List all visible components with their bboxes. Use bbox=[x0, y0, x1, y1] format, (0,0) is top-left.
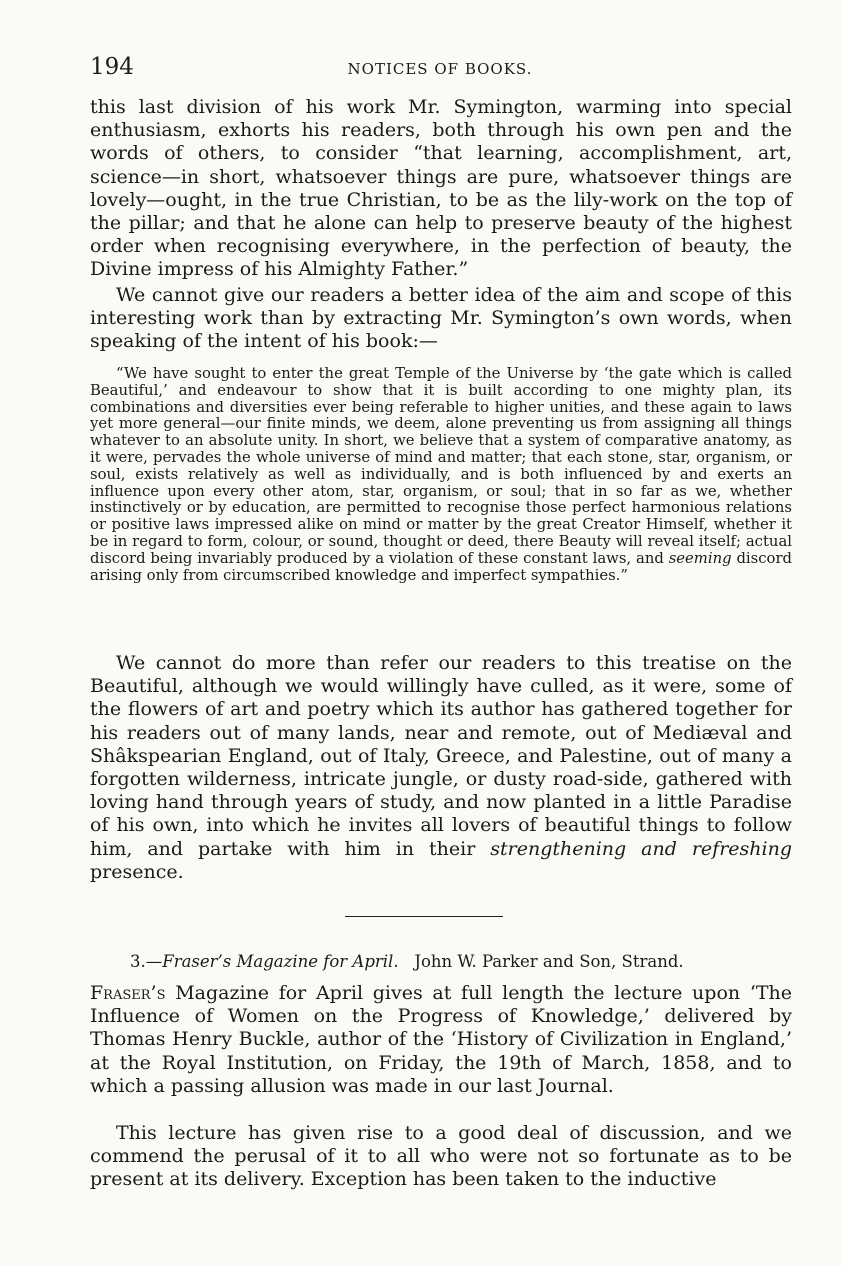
page-header bbox=[90, 54, 790, 86]
treatise-italic-phrase: strengthening and refreshing bbox=[490, 837, 792, 860]
paragraph-lecture-discussion: This lecture has given rise to a good deal of discussion, and we commend the perusal of it to all who were not so fortunate as to be present at its delivery. Exception has been taken to the inductive bbox=[90, 1122, 792, 1191]
book-notice-heading bbox=[130, 952, 790, 971]
page-number: 194 bbox=[90, 54, 134, 80]
treatise-text-start: We cannot do more than refer our readers to this treatise on the Beautiful, although we would willingly have culled, as it were, some of the flowers of art and poetry which its author has gathered together for his readers out of many lands, near and remote, out of Mediæval and Shâkspearian England, out of Italy, Greece, and Palestine, out of many a forgotten wilderness, intricate jungle, or dusty road-side, gathered with loving hand through years of study, and now planted in a little Paradise of his own, into which he invites all lovers of beautiful things to follow him, and partake with him in their bbox=[90, 652, 792, 860]
quote-text-end: discord arising only from circumscribed knowledge and imperfect sympathies.” bbox=[90, 549, 792, 584]
paragraph-treatise bbox=[90, 652, 792, 884]
quote-italic-word: seeming bbox=[668, 549, 732, 567]
book-publisher: John W. Parker and Son, Strand. bbox=[414, 952, 684, 971]
frasers-lead-word: Fraser’s bbox=[90, 982, 166, 1004]
paragraph-intent-intro: We cannot give our readers a better idea of the aim and scope of this interesting work than by extracting Mr. Symington’s own words, when speaking of the intent of his book:— bbox=[90, 284, 792, 353]
block-quote bbox=[90, 366, 792, 584]
paragraph-frasers-lecture bbox=[90, 982, 792, 1098]
quote-text-start: “We have sought to enter the great Temple of the Universe by ‘the gate which is called Beautiful,’ and endeavour to show that it is built according to one mighty plan, its combinations and diversities ever being referable to higher unities, and these again to laws yet more general—our finite minds, we deem, alone preventing us from assigning all things whatever to an absolute unity. In short, we believe that a system of comparative anatomy, as it were, pervades the whole universe of mind and matter; that each stone, star, organism, or soul, exists relatively as well as individually, and is both influenced by and exerts an influence upon every other atom, star, organism, or soul; that in so far as we, whether instinctively or by education, are permitted to recognise those perfect harmonious relations or positive laws impressed alike on mind or matter by the great Creator Himself, whether it be in regard to form, colour, or sound, thought or deed, there Beauty will reveal itself; actual discord being invariably produced by a violation of these constant laws, and bbox=[90, 365, 792, 567]
section-divider bbox=[345, 916, 503, 917]
frasers-text: Magazine for April gives at full length the lecture upon ‘The Influence of Women on the Progress of Knowledge,’ delivered by Thomas Henry Buckle, author of the ‘History of Civilization in England,’ at the Royal Institution, on Friday, the 19th of March, 1858, and to which a passing allusion was made in our last Journal. bbox=[90, 982, 792, 1097]
treatise-text-end: presence. bbox=[90, 860, 184, 883]
book-title: Fraser’s Magazine for April. bbox=[162, 952, 399, 971]
book-number: 3.— bbox=[130, 952, 163, 971]
running-title: NOTICES OF BOOKS. bbox=[347, 60, 533, 78]
paragraph-symington-enthusiasm: this last division of his work Mr. Symington, warming into special enthusiasm, exhorts his readers, both through his own pen and the words of others, to consider “that learning, accomplishment, art, science—in short, whatsoever things are pure, whatsoever things are lovely—ought, in the true Christian, to be as the lily-work on the top of the pillar; and that he alone can help to preserve beauty of the highest order when recognising everywhere, in the perfection of beauty, the Divine impress of his Almighty Father.” bbox=[90, 96, 792, 281]
